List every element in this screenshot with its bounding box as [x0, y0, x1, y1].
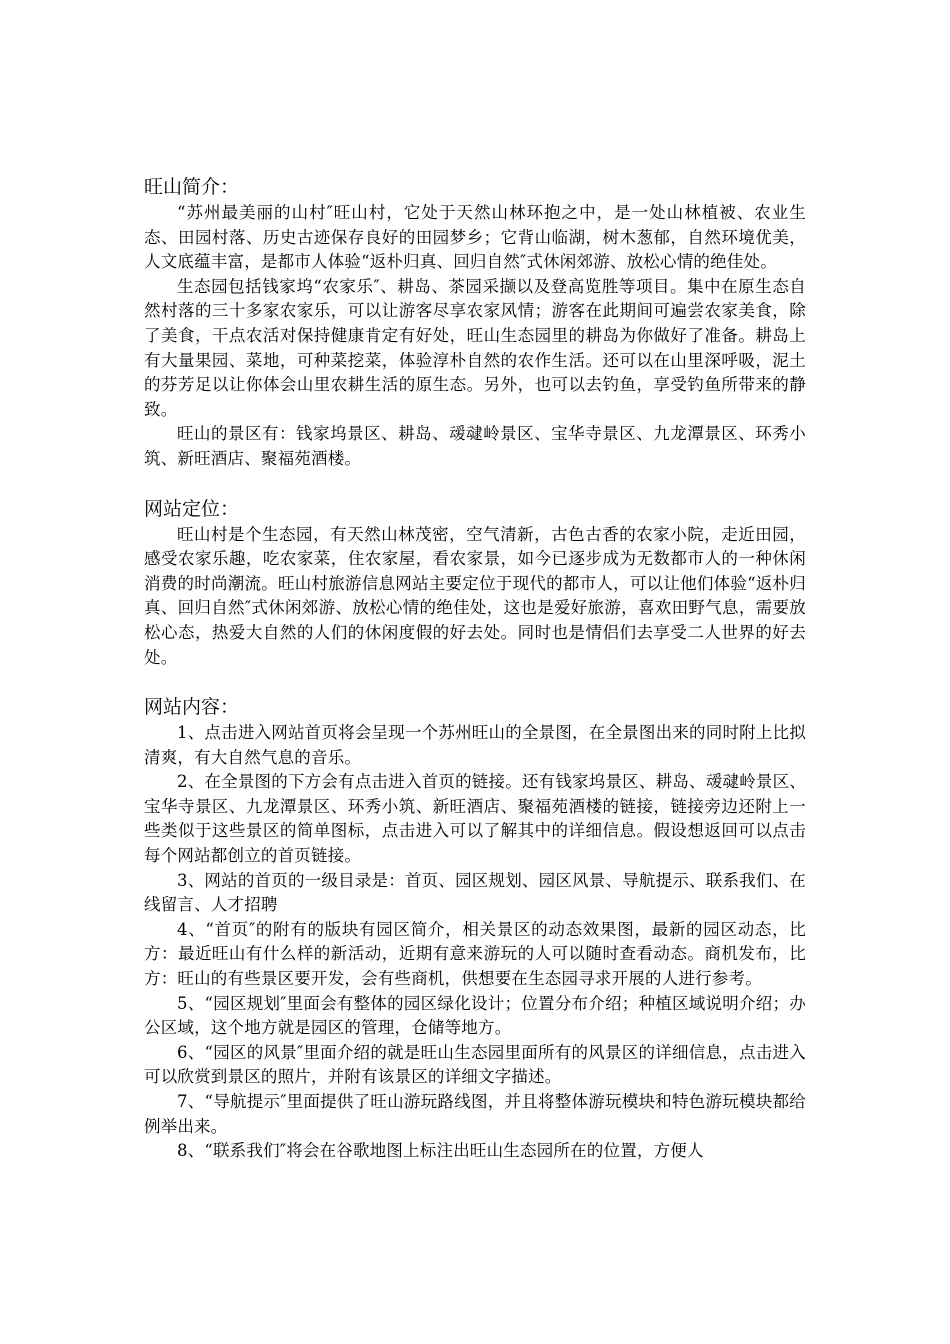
section-title-intro: 旺山简介：: [144, 176, 240, 198]
list-item: 6、“园区的风景″里面介绍的就是旺山生态园里面所有的风景区的详细信息，点击进入可以欣赏到景区的照片，并附有该景区的详细文字描述。: [144, 1042, 806, 1087]
section-positioning: [144, 496, 806, 671]
paragraph: 旺山村是个生态园，有天然山林茂密，空气清新，古色古香的农家小院，走近田园，感受农家乐趣，吃农家菜，住农家屋，看农家景，如今已逐步成为无数都市人的一种休闲消费的时尚潮流。旺山村旅游信息网站主要定位于现代的都市人，可以让他们体验“返朴归真、回归自然″式休闲郊游、放松心情的绝佳处，这也是爱好旅游，喜欢田野气息，需要放松心态，热爱大自然的人们的休闲度假的好去处。同时也是情侣们去享受二人世界的好去处。: [144, 524, 806, 667]
paragraph: 生态园包括钱家坞“农家乐″、耕岛、茶园采撷以及登高览胜等项目。集中在原生态自然村落的三十多家农家乐，可以让游客尽享农家风情；游客在此期间可遍尝农家美食，除了美食，干点农活对保持健康肯定有好处，旺山生态园里的耕岛为你做好了准备。耕岛上有大量果园、菜地，可种菜挖菜，体验淳朴自然的农作生活。还可以在山里深呼吸，泥土的芬芳足以让你体会山里农耕生活的原生态。另外，也可以去钓鱼，享受钓鱼所带来的静致。: [144, 276, 806, 419]
list-item: 3、网站的首页的一级目录是：首页、园区规划、园区风景、导航提示、联系我们、在线留言、人才招聘: [144, 870, 806, 915]
list-item: 8、“联系我们″将会在谷歌地图上标注出旺山生态园所在的位置，方便人: [177, 1141, 704, 1161]
list-item: 7、“导航提示″里面提供了旺山游玩路线图，并且将整体游玩模块和特色游玩模块都给例举出来。: [144, 1092, 806, 1136]
list-item: 4、“首页″的附有的版块有园区简介，相关景区的动态效果图，最新的园区动态，比方：最近旺山有什么样的新活动，近期有意来游玩的人可以随时查看动态。商机发布，比方：旺山的有些景区要开发，会有些商机，供想要在生态园寻求开展的人进行参考。: [144, 919, 806, 989]
paragraph: 旺山的景区有：钱家坞景区、耕岛、叆叇岭景区、宝华寺景区、九龙潭景区、环秀小筑、新旺酒店、聚福苑酒楼。: [144, 424, 806, 468]
section-title-positioning: 网站定位：: [144, 497, 240, 520]
list-item: 1、点击进入网站首页将会呈现一个苏州旺山的全景图，在全景图出来的同时附上比拟清爽，有大自然气息的音乐。: [144, 723, 806, 767]
section-content: [144, 694, 806, 1164]
section-gap: [144, 670, 806, 694]
list-item: 5、“园区规划″里面会有整体的园区绿化设计；位置分布介绍；种植区域说明介绍；办公区域，这个地方就是园区的管理，仓储等地方。: [144, 993, 806, 1038]
document-page: [144, 174, 806, 1164]
section-gap: [144, 472, 806, 496]
section-title-content: 网站内容：: [144, 696, 240, 719]
list-item: 2、在全景图的下方会有点击进入首页的链接。还有钱家坞景区、耕岛、叆叇岭景区、宝华寺景区、九龙潭景区、环秀小筑、新旺酒店、聚福苑酒楼的链接，链接旁边还附上一些类似于这些景区的简单图标，点击进入可以了解其中的详细信息。假设想返回可以点击每个网站都创立的首页链接。: [144, 772, 806, 866]
section-intro: [144, 174, 806, 472]
paragraph: “苏州最美丽的山村″旺山村，它处于天然山林环抱之中，是一处山林植被、农业生态、田园村落、历史古迹保存良好的田园梦乡；它背山临湖，树木葱郁，自然环境优美，人文底蕴丰富，是都市人体验“返朴归真、回归自然″式休闲郊游、放松心情的绝佳处。: [144, 203, 806, 272]
